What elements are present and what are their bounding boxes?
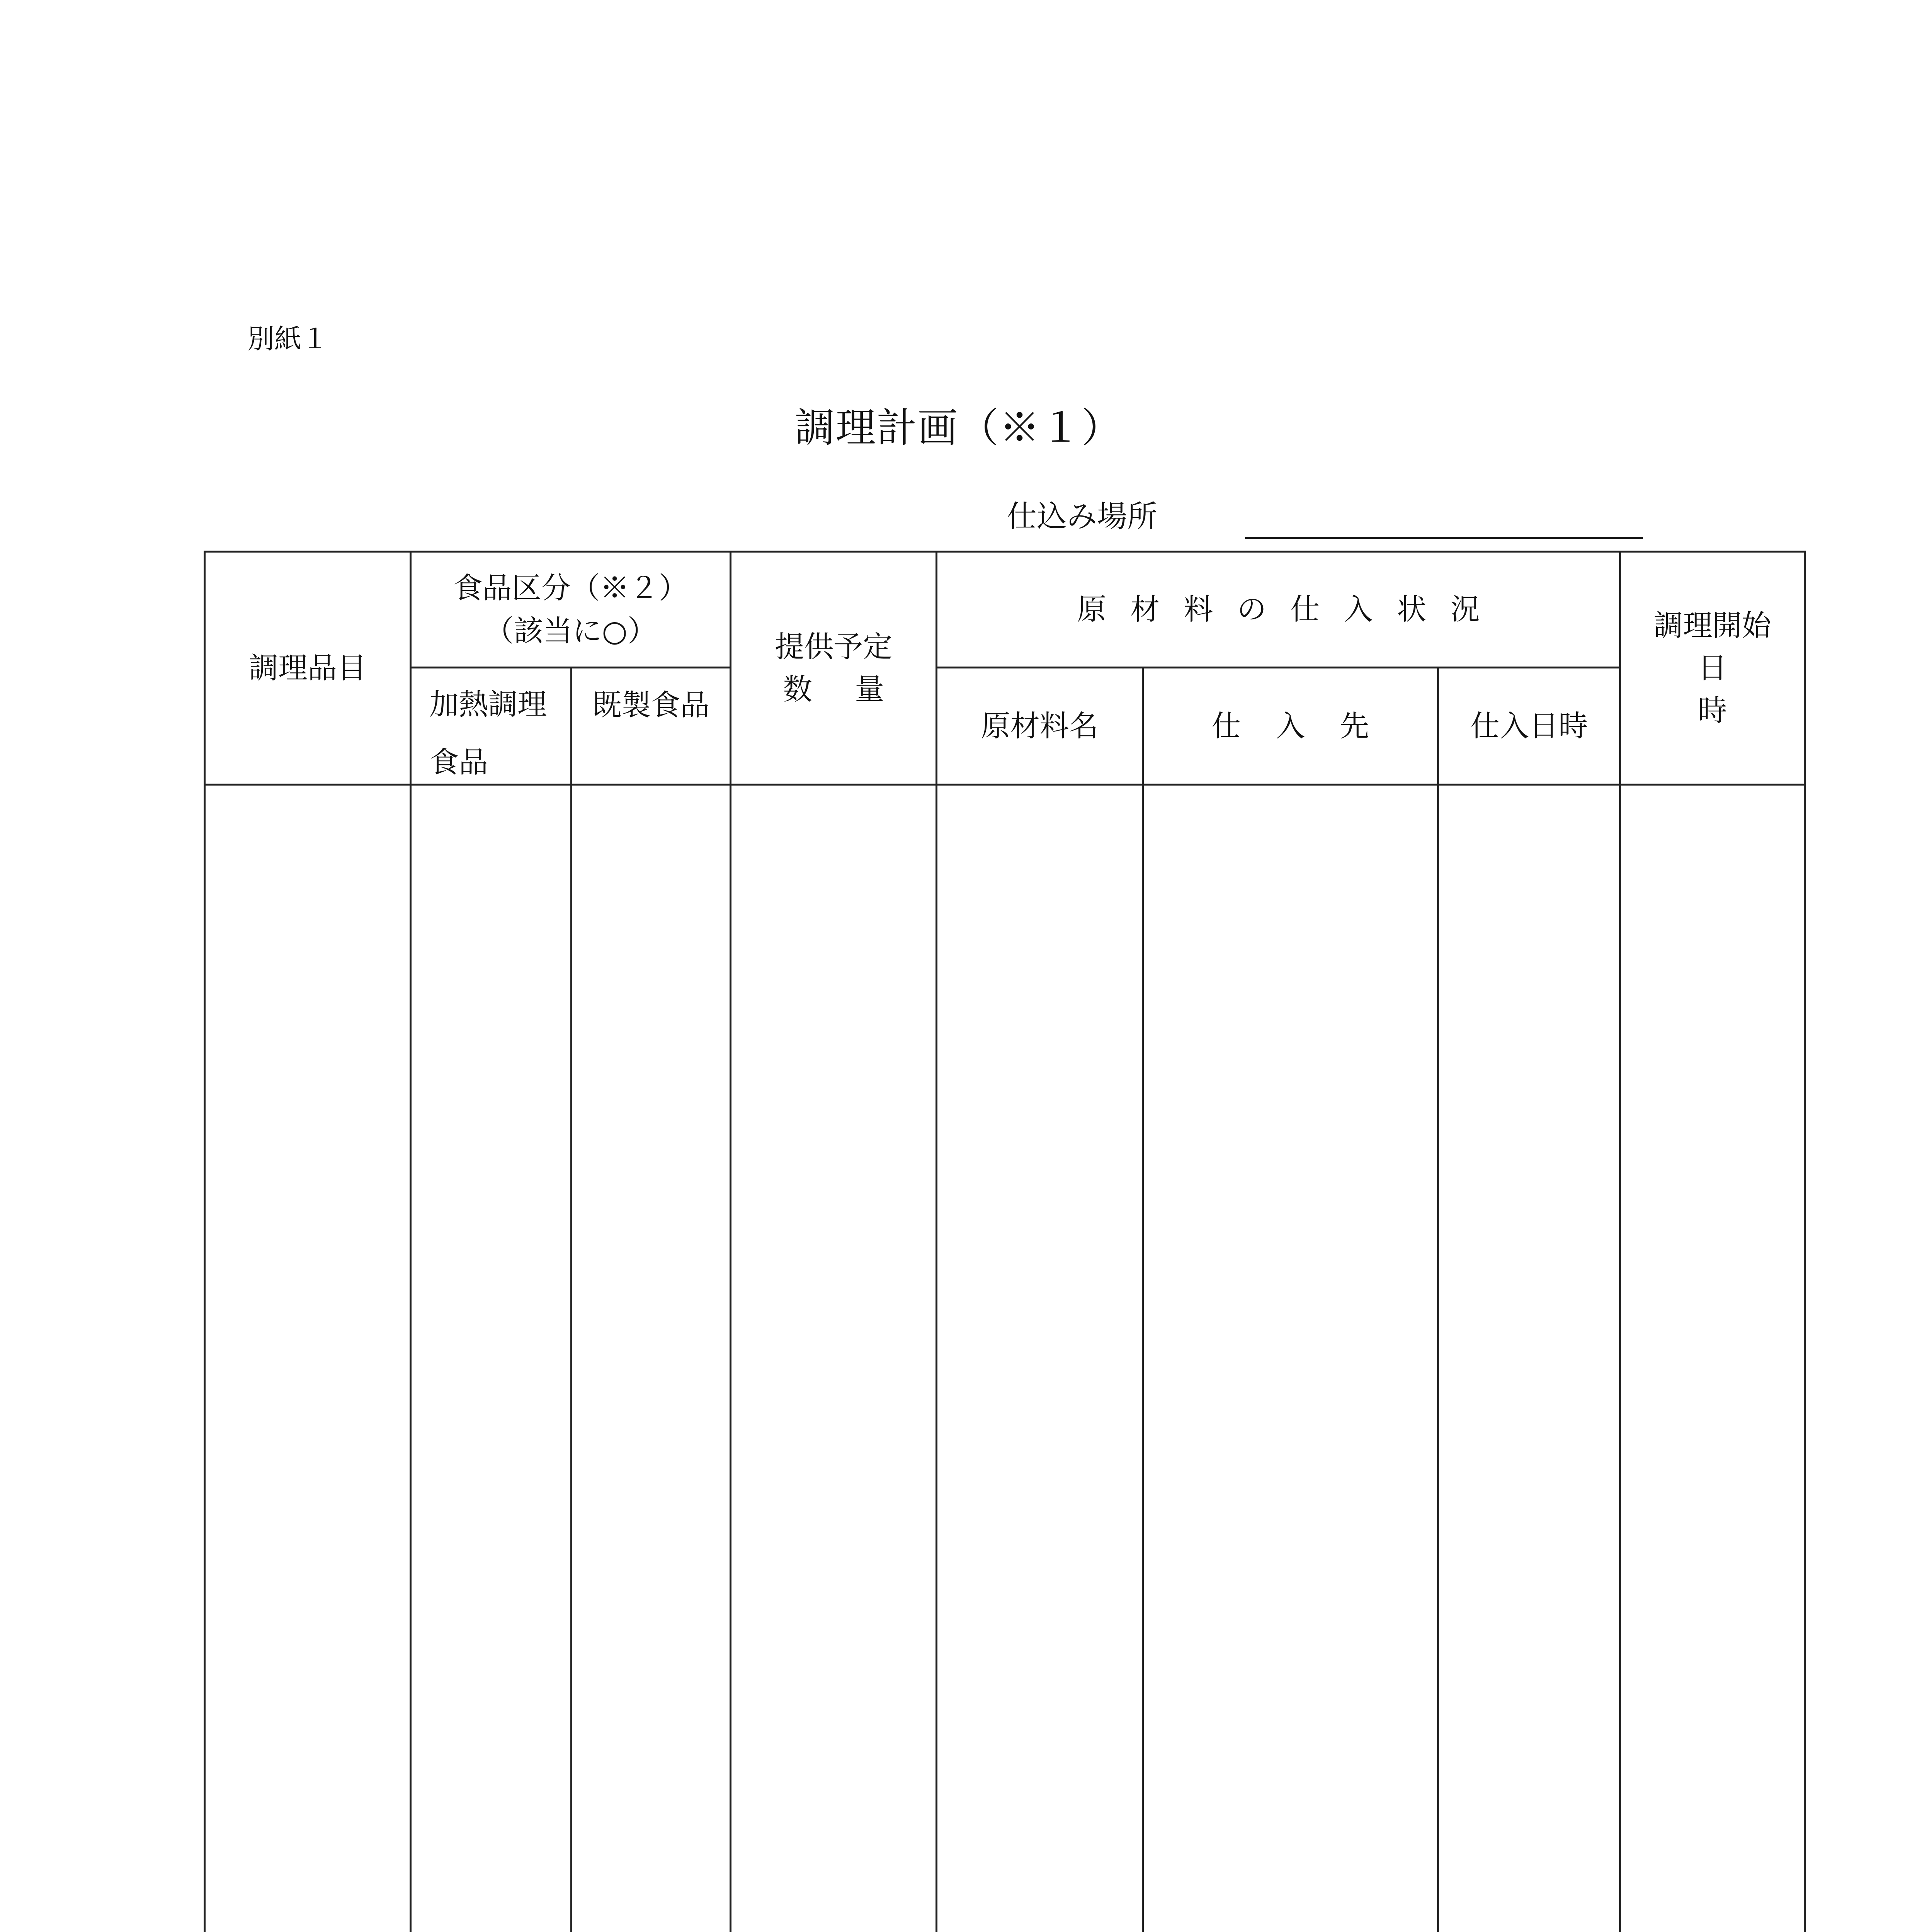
attachment-label: 別紙１: [247, 323, 328, 355]
header-cooking-item: [205, 552, 411, 785]
planned-quantity-line1: 提供予定: [775, 629, 893, 664]
cell-heated-food[interactable]: [411, 785, 572, 1932]
page-title: 調理計画（※１）: [794, 404, 1123, 451]
header-planned-quantity: [731, 552, 937, 785]
purchase-datetime-label: 仕入日時: [1470, 709, 1588, 743]
header-cooking-start: [1620, 552, 1805, 785]
food-category-title: 食品区分（※２）: [453, 571, 688, 605]
ingredient-status-title: 原材料の仕入状況: [1077, 592, 1504, 627]
header-heated-food: [411, 668, 572, 785]
location-label: 仕込み場所: [1007, 499, 1158, 534]
cell-cooking-start[interactable]: [1620, 785, 1805, 1932]
cell-planned-quantity[interactable]: [731, 785, 937, 1932]
cell-prepared-food[interactable]: [571, 785, 730, 1932]
planned-quantity-line2: 数量: [783, 672, 927, 707]
supplier-label: 仕入先: [1211, 709, 1404, 743]
header-ingredient-status: [937, 552, 1620, 668]
cell-cooking-item[interactable]: [205, 785, 411, 1932]
cooking-start-line2: 日時: [1698, 651, 1770, 728]
heated-food-line2: 食品: [429, 745, 488, 780]
food-category-note: （該当に○）: [484, 613, 657, 648]
location-field[interactable]: [1245, 537, 1643, 539]
header-purchase-datetime: [1438, 668, 1620, 785]
heated-food-line1: 加熱調理: [429, 687, 547, 721]
cooking-plan-table: [204, 551, 1806, 1932]
header-food-category: [411, 552, 731, 668]
header-cooking-item-label: 調理品目: [249, 651, 367, 685]
cell-supplier[interactable]: [1143, 785, 1438, 1932]
prepared-food-label: 既製食品: [592, 688, 710, 722]
cell-ingredient-name[interactable]: [937, 785, 1143, 1932]
cooking-start-line1: 調理開始: [1653, 608, 1771, 643]
header-prepared-food: [571, 668, 730, 785]
header-supplier: [1143, 668, 1438, 785]
cell-purchase-datetime[interactable]: [1438, 785, 1620, 1932]
ingredient-name-label: 原材料名: [981, 709, 1099, 743]
header-ingredient-name: [937, 668, 1143, 785]
